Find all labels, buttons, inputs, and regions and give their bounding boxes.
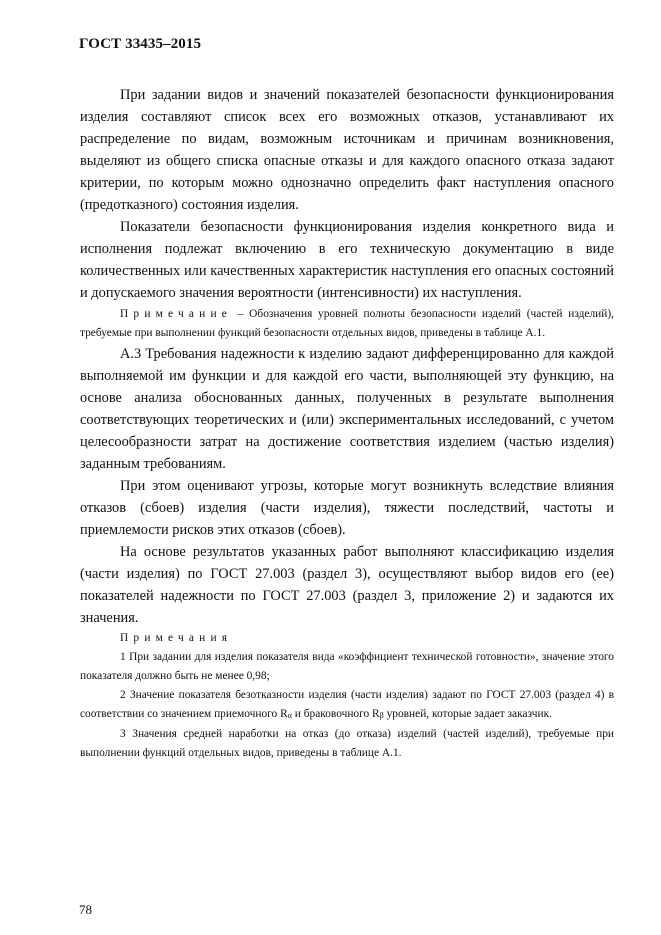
paragraph-classification: На основе результатов указанных работ выполняют классификацию изделия (части изделия) по ГОСТ 27.003 (раздел 3), осуществляют выбор видов его (ее) показателей надежности по ГОСТ 27.003 (раздел 3, приложение 2) и задаются их значения. bbox=[80, 544, 614, 626]
notes-heading: Примечания bbox=[120, 632, 233, 644]
alpha-subscript: α bbox=[287, 711, 292, 720]
paragraph-threat-assessment: При этом оценивают угрозы, которые могут возникнуть вследствие влияния отказов (сбоев) изделия (части изделия), тяжести последствий, частоты и приемлемости рисков этих отказов (сбоев). bbox=[80, 478, 614, 538]
page-number: 78 bbox=[79, 902, 92, 917]
paragraph-reliability-requirements: А.3 Требования надежности к изделию задают дифференцированно для каждой выполняемой им функции и для каждой его части, выполняющей эту функцию, на основе анализа обоснованных данных, полученных в результате выполнения соответствующих теоретических и (или) экспериментальных исследований, с учетом целесообразности затрат на достижение соответствия изделием (частью изделия) заданным требованиям. bbox=[80, 346, 614, 472]
beta-subscript: β bbox=[379, 711, 384, 720]
note-text: – Обозначения уровней полноты безопасности изделий (частей изделий), требуемые при выполнении функций безопасности отдельных видов, приведены в таблице А.1. bbox=[80, 308, 614, 339]
note-item-2-text-a: 2 Значение показателя безотказности изделия (части изделия) задают по ГОСТ 27.003 (раздел 4) в соответствии со значением приемочного R bbox=[80, 689, 614, 720]
paragraph-safety-failures: При задании видов и значений показателей безопасности функционирования изделия составляют список всех его возможных отказов, устанавливают их распределение по видам, возможным источникам и причинам возникновения, выделяют из общего списка опасные отказы и для каждого опасного отказа задают критерии, по которым можно однозначно определить факт наступления опасного (предотказного) состояния изделия. bbox=[80, 87, 614, 213]
document-header: ГОСТ 33435–2015 bbox=[79, 36, 202, 52]
note-item-2-text-b: и браковочного R bbox=[291, 708, 380, 720]
note-item-2-text-c: уровней, которые задает заказчик. bbox=[383, 708, 553, 720]
page-body bbox=[80, 84, 614, 763]
note-item-3: 3 Значения средней наработки на отказ (до отказа) изделий (частей изделий), требуемые при выполнении функций отдельных видов, приведены в таблице А.1. bbox=[80, 728, 614, 759]
note-label: Примечание bbox=[120, 308, 233, 320]
paragraph-safety-indicators: Показатели безопасности функционирования изделия конкретного вида и исполнения подлежат включению в его техническую документацию в виде количественных или качественных характеристик наступления его опасных состояний и допускаемого значения вероятности (интенсивности) их наступления. bbox=[80, 219, 614, 301]
note-safety-levels bbox=[80, 305, 614, 343]
note-item-1: 1 При задании для изделия показателя вида «коэффициент технической готовности», значение этого показателя должно быть не менее 0,98; bbox=[80, 651, 614, 682]
note-item-2 bbox=[80, 686, 614, 725]
